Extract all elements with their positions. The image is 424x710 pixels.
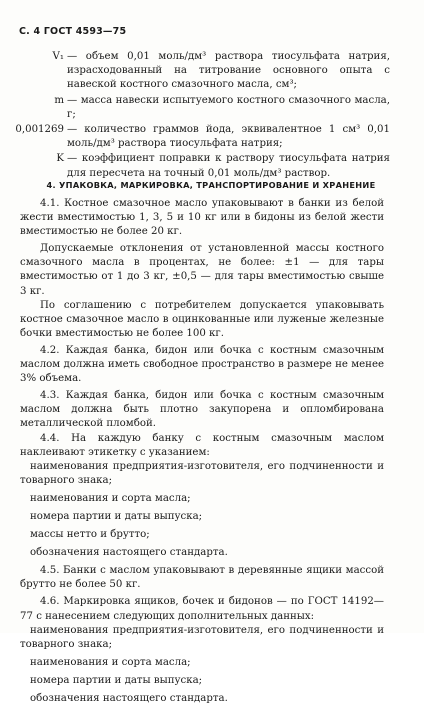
list-item: обозначения настоящего стандарта.: [30, 693, 228, 704]
list-item: обозначения настоящего стандарта.: [30, 547, 228, 559]
definition-text: — объем 0,01 моль/дм³ раствора тиосульфата натрия, израсходованный на титрование основного опыта с навеской костного смазочного масла, см³;: [67, 51, 390, 91]
definition-text: — коэффициент поправки к раствору тиосульфата натрия для пересчета на точный 0,01 моль/дм³ раствор.: [67, 153, 390, 179]
definition-symbol: V₁: [52, 51, 64, 62]
list-item: массы нетто и брутто;: [30, 529, 150, 541]
paragraph: 4.1. Костное смазочное масло упаковывают в банки из белой жести вместимостью 1, 3, 5 и 10 кг или в бидоны из белой жести вместимостью не более 20 кг.: [20, 198, 384, 238]
definition-symbol: m: [54, 94, 64, 106]
paragraph: По соглашению с потребителем допускается упаковывать костное смазочное масло в оцинкованные или луженые железные бочки вместимостью не более 100 кг.: [20, 299, 384, 339]
definition-item: [14, 152, 390, 180]
paragraph: 4.3. Каждая банка, бидон или бочка с костным смазочным маслом должна быть плотно закупорена и опломбирована металлической пломбой.: [20, 390, 384, 430]
definition-text: — масса навески испытуемого костного смазочного масла, г;: [67, 94, 390, 120]
definition-symbol: 0,001269: [15, 124, 64, 136]
section-title: 4. УПАКОВКА, МАРКИРОВКА, ТРАНСПОРТИРОВАНИЕ И ХРАНЕНИЕ: [46, 180, 376, 190]
definition-text: — количество граммов йода, эквивалентное 1 см³ 0,01 моль/дм³ раствора тиосульфата натрия;: [67, 124, 390, 150]
formula-definitions: [14, 50, 390, 182]
section-body: [20, 197, 384, 710]
definition-item: [14, 94, 390, 122]
paragraph: 4.2. Каждая банка, бидон или бочка с костным смазочным маслом должна иметь свободное пространство в размере не менее 3% объема.: [20, 344, 384, 385]
paragraph: Допускаемые отклонения от установленной массы костного смазочного масла в процентах, не более: ±1 — для тары вместимостью от 1 до 3 кг, ±0,5 — для тары вместимостью свыше 3 кг.: [20, 243, 384, 297]
paragraph: 4.6. Маркировка ящиков, бочек и бидонов — по ГОСТ 14192—77 с нанесением следующих дополнительных данных:: [20, 596, 384, 622]
list-item: наименования предприятия-изготовителя, его подчиненности и товарного знака;: [20, 460, 384, 486]
paragraph: 4.4. На каждую банку с костным смазочным маслом наклеивают этикетку с указанием:: [20, 432, 384, 458]
definition-symbol: K: [56, 153, 64, 165]
list-item: наименования и сорта масла;: [30, 492, 191, 504]
paragraph: 4.5. Банки с маслом упаковывают в деревянные ящики массой брутто не более 50 кг.: [20, 565, 384, 591]
list-item: номера партии и даты выпуска;: [30, 510, 203, 522]
list-item: наименования предприятия-изготовителя, его подчиненности и товарного знака;: [20, 624, 384, 650]
list-item: номера партии и даты выпуска;: [30, 674, 203, 686]
page-header: С. 4 ГОСТ 4593—75: [19, 26, 127, 37]
definition-item: [14, 123, 390, 151]
definition-item: [14, 50, 390, 93]
list-item: наименования и сорта масла;: [30, 656, 191, 668]
